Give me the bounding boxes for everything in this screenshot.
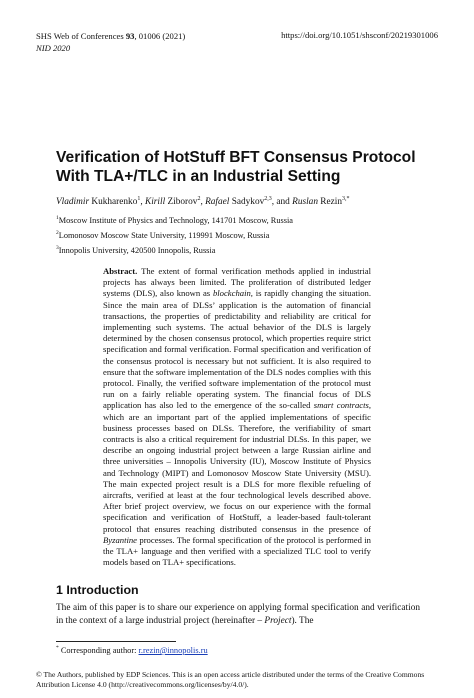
- author-first-name: Ruslan: [292, 197, 318, 208]
- affiliation-list: [56, 212, 293, 256]
- footnote: [56, 645, 208, 655]
- volume-number: 93: [125, 31, 135, 41]
- affiliation-item: [56, 227, 293, 242]
- intro-paragraph: [56, 602, 420, 627]
- affiliation-item: [56, 242, 293, 257]
- author-first-name: Vladimir: [56, 197, 90, 208]
- email-link[interactable]: r.rezin@innopolis.ru: [138, 645, 208, 655]
- affiliation-mark: 3: [56, 244, 59, 251]
- affiliation-mark: 1: [56, 215, 59, 221]
- author-last-name: Sadykov: [229, 197, 265, 208]
- affiliation-mark: 2: [56, 229, 59, 236]
- author-list: [56, 196, 350, 207]
- author-first-name: Rafael: [205, 197, 230, 208]
- article-number: , 01006 (2021): [134, 31, 186, 41]
- event-name: NID 2020: [36, 43, 71, 53]
- author-affil-mark: 2,3: [264, 196, 272, 202]
- affiliation-text: Moscow Institute of Physics and Technology, 141701 Moscow, Russia: [58, 215, 293, 225]
- author-affil-mark: 1: [137, 196, 141, 202]
- paper-title: Verification of HotStuff BFT Consensus Protocol With TLA+/TLC in an Industrial Setting: [56, 149, 416, 185]
- doi-link[interactable]: https://doi.org/10.1051/shsconf/20219301006: [281, 30, 438, 40]
- author-last-name: Kukharenko: [89, 197, 138, 208]
- abstract-text: , is rapidly changing the situation. Since the main area of DLSs’ application is the automation of financial transactions, the properties of predictability and reliability are critical for implementing such systems. The actual behavior of the DLS is largely determined by the chosen consensus protocol, which properties require strict specification and formal verification. Formal specification and verification of the consensus protocol is necessary but not sufficient. It is also required to ensure that the software implementation of the DLS nodes complies with this protocol. Finally, the verified software implementation of the protocol must run on a fairly reliable operating system. The financial focus of DLS application has also led to the emergence of the so-called: [103, 288, 371, 411]
- abstract-emphasis: Byzantine: [103, 534, 138, 545]
- intro-emphasis: Project: [264, 615, 292, 626]
- affiliation-text: Lomonosov Moscow State University, 119991 Moscow, Russia: [58, 230, 270, 240]
- conference-name: SHS Web of Conferences: [36, 31, 126, 41]
- author-affil-mark: 3,*: [342, 196, 350, 202]
- author-separator: ,: [200, 197, 206, 208]
- intro-text: ). The: [291, 615, 314, 626]
- running-header: [36, 30, 185, 54]
- abstract-label: Abstract.: [103, 266, 138, 276]
- author-separator: ,: [140, 197, 145, 208]
- abstract-text: The extent of formal verification methods applied in industrial projects has always been limited. The proliferation of distributed ledger systems (DLS), also known as: [103, 266, 371, 299]
- abstract-text: processes. The formal specification of the protocol is performed in the TLA+ language and then verified with a specialized TLC tool to verify models based on TLA+ specifications.: [103, 534, 371, 568]
- intro-text: The aim of this paper is to share our experience on applying formal specification and verification in the context of a large industrial project (hereinafter –: [56, 603, 420, 626]
- author-affil-mark: 2: [197, 196, 201, 202]
- footnote-mark: *: [56, 645, 59, 651]
- section-heading: 1 Introduction: [56, 583, 139, 597]
- author-last-name: Ziborov: [165, 197, 198, 208]
- conference-citation: [36, 30, 185, 42]
- license-notice: © The Authors, published by EDP Sciences. This is an open access article distributed under the terms of the Creative Commons Attribution License 4.0 (http://creativecommons.org/licenses/by/4.0/).: [36, 670, 425, 689]
- author-last-name: Rezin: [317, 197, 342, 208]
- abstract-emphasis: smart contracts: [313, 400, 369, 411]
- author-first-name: Kirill: [145, 197, 166, 208]
- abstract-emphasis: blockchain: [212, 288, 251, 299]
- footnote-label: Corresponding author:: [58, 645, 139, 655]
- abstract: [103, 266, 371, 568]
- abstract-text: , which are an important part of the applied implementations of specific business processes based on DLSs. Therefore, the verifiability of smart contracts is also a critical requirement for industrial DLSs. In this paper, we describe an ongoing industrial project between a large Russian airline and three universities – Innopolis University (IU), Moscow Institute of Physics and Technology (MIPT) and Lomonosov Moscow State University (MSU). The main expected project result is a DLS for more flexible refueling of aircrafts, verified at least at the four technological levels described above. After brief project overview, we focus on our experience with the formal specification and verification of HotStuff, a leader-based fault-tolerant protocol that ensures reaching distributed consensus in the presence of: [103, 400, 371, 534]
- affiliation-text: Innopolis University, 420500 Innopolis, Russia: [58, 245, 216, 255]
- author-separator: , and: [271, 197, 293, 208]
- footnote-divider: [56, 641, 176, 642]
- affiliation-item: [56, 212, 293, 227]
